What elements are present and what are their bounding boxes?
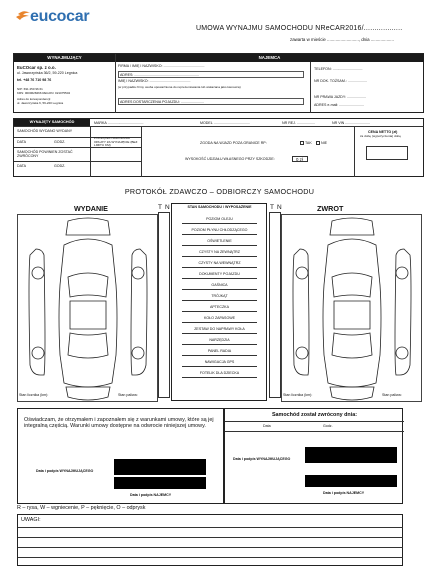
checklist-item: GAŚNICA: [211, 283, 228, 287]
lessee-address-field[interactable]: ADRES: .................................................................: [118, 71, 304, 78]
company-address: ul. Jaworzyńska 36/2, 59-220 Legnica: [17, 71, 78, 75]
checklist-row-divider: [182, 278, 257, 279]
company-mail-label: Adres do korespondencji:: [17, 97, 51, 101]
id-document-field[interactable]: NR DOK. TOŻSAM.: ...................: [314, 79, 367, 83]
checklist-item: CZYSTY NA ZEWNĄTRZ: [199, 250, 240, 254]
checklist-header: STAN SAMOCHODU / WYPOSAŻENIE: [187, 205, 252, 209]
checklist-item: CZYSTY NA WEWNĄTRZ: [198, 261, 241, 265]
release-n-header: N: [165, 204, 170, 211]
vin-field[interactable]: NR VIN .........................: [332, 121, 371, 125]
pickup-label: SAMOCHÓD WYDANO WYDANY: [17, 129, 73, 133]
deductible-value: 0 zł: [296, 156, 303, 162]
checklist-item: PANEL RADIA: [207, 349, 232, 353]
return-car-diagram[interactable]: [281, 214, 422, 402]
checklist-row-divider: [182, 223, 257, 224]
checklist-item: DOKUMENTY POJAZDU: [199, 272, 240, 276]
checklist-item: NAWIGACJA GPS: [204, 360, 235, 364]
checklist-row-divider: [182, 322, 257, 323]
party-section: [13, 53, 424, 113]
checklist-item: POZIOM OLEJU: [206, 217, 233, 221]
return-date-title: Samochód został zwrócony dnia:: [271, 412, 358, 418]
vehicle-section: [13, 118, 424, 177]
checklist-row-divider: [182, 234, 257, 235]
release-lessee-signature[interactable]: [114, 477, 206, 489]
remarks-box[interactable]: [17, 514, 403, 566]
price-sub-label: za dobę (wypożyczenia) dobę: [360, 134, 401, 138]
checklist-item: OŚWIETLENIE: [207, 239, 232, 243]
price-field[interactable]: [366, 146, 408, 160]
vehicle-header: WYNAJĘTY SAMOCHÓD: [14, 119, 90, 126]
border-yes-label: TAK: [305, 141, 312, 145]
company-name: EuCOcar sp. z o.o.: [17, 65, 56, 70]
return-due-label: SAMOCHÓD POWINIEN ZOSTAĆ ZWRÓCONY: [17, 150, 73, 159]
deductible-label: WYSOKOŚĆ UDZIAŁU WŁASNEGO PRZY SZKODZIE:: [185, 157, 275, 161]
return-title: ZWROT: [317, 204, 344, 213]
damage-legend: R – rysa, W – wgniecenie, P – pęknięcie, O – odprysk: [17, 505, 146, 511]
lessee-name-field[interactable]: FIRMA / IMIĘ I NAZWISKO: .........................................: [118, 64, 205, 68]
return-confirm-date-label: Data: [263, 424, 271, 428]
return-fuel-label: Stan paliwa:: [382, 393, 402, 397]
checklist-item: ZESTAW DO NAPRAWY KOŁA: [194, 327, 245, 331]
lessee-header: NAJEMCA: [115, 54, 424, 62]
price-label: CENA NETTO (zł): [368, 130, 398, 134]
car-outline-icon: [282, 215, 423, 403]
pickup-hour-label: GODZ.: [54, 140, 66, 144]
return-lessee-signature[interactable]: [305, 475, 397, 487]
checklist-row-divider: [182, 366, 257, 367]
checklist-row-divider: [182, 377, 257, 378]
release-confirmation: [17, 408, 224, 504]
release-lessor-signature[interactable]: [114, 459, 206, 475]
checklist-row-divider: [182, 289, 257, 290]
protocol-title: PROTOKÓŁ ZDAWCZO – ODBIORCZY SAMOCHODU: [124, 187, 315, 196]
remarks-label: UWAGI:: [21, 517, 41, 523]
pickup-date-label: DATA: [17, 140, 27, 144]
lessee-note: (w przypadku firmy osoba upoważniona do reprezentowania lub wskazana jako kierowca): [118, 85, 241, 89]
checklist-row-divider: [182, 245, 257, 246]
document-title: UMOWA WYNAJMU SAMOCHODU NReCAR2016/..................: [196, 25, 403, 32]
return-lessor-signature[interactable]: [305, 447, 397, 463]
checklist-row-divider: [182, 267, 257, 268]
release-t-header: T: [158, 204, 162, 211]
company-nip: NIP: 691 250 96 61: [17, 87, 43, 91]
checklist-row-divider: [182, 344, 257, 345]
checklist-item: POZIOM PŁYNU CHŁODZĄCEGO: [191, 228, 248, 232]
brand-field[interactable]: MARKA ....................................: [94, 121, 144, 125]
release-lessor-signature-label: Data i podpis WYNAJMUJĄCEGO: [36, 469, 94, 473]
checklist-row-divider: [182, 311, 257, 312]
return-lessee-signature-label: Data i podpis NAJEMCY: [323, 491, 365, 495]
checklist-item: KOŁO ZAPASOWE: [203, 316, 236, 320]
brand-name: eucocar: [30, 8, 90, 25]
return-checkbox-column[interactable]: [269, 212, 281, 398]
checklist-item: APTECZKA: [210, 305, 229, 309]
billing-start-note: POCZĄTEK NALICZANIA OPŁATY ZA WYNAJĘCIE (BEZ LIMITU KM): [94, 136, 138, 148]
checklist-row-divider: [182, 300, 257, 301]
return-hour-label: GODZ.: [54, 164, 66, 168]
release-checkbox-column[interactable]: [158, 212, 170, 398]
return-confirmation: [224, 408, 403, 504]
checklist-item: NARZĘDZIA: [209, 338, 230, 342]
border-no-checkbox[interactable]: [316, 141, 320, 145]
release-fuel-label: Stan paliwa:: [118, 393, 138, 397]
checklist-item: FOTELIK DLA DZIECKA: [199, 371, 240, 375]
model-field[interactable]: MODEL ....................................: [200, 121, 250, 125]
equipment-checklist: [171, 203, 267, 401]
lessee-person-field[interactable]: IMIĘ I NAZWISKO: .........................................: [118, 79, 191, 83]
checklist-row-divider: [182, 333, 257, 334]
release-title: WYDANIE: [74, 204, 108, 213]
border-consent-label: ZGODA NA WJAZD POZA GRANICE RP:: [200, 141, 267, 145]
return-n-header: N: [277, 204, 282, 211]
return-lessor-signature-label: Data i podpis WYNAJMUJĄCEGO: [233, 457, 291, 461]
email-field[interactable]: ADRES e-mail: .........................: [314, 103, 365, 107]
registration-field[interactable]: NR REJ. ..................: [282, 121, 315, 125]
delivery-address-field[interactable]: ADRES DOSTARCZENIA POJAZDU: .......................: [118, 98, 304, 105]
company-phone: tel. +48 76 710 98 76: [17, 78, 52, 82]
return-t-header: T: [270, 204, 274, 211]
lessor-header: WYNAJMUJĄCY: [14, 54, 115, 62]
car-outline-icon: [18, 215, 159, 403]
release-lessee-signature-label: Data i podpis NAJEMCY: [130, 493, 172, 497]
border-no-label: NIE: [321, 141, 327, 145]
company-krs: KRS: 0000628466 REGON: 021075504: [17, 91, 71, 95]
license-field[interactable]: NR PRAWA JAZDY: ...................: [314, 95, 367, 99]
return-confirm-hour-label: Godz.: [323, 424, 333, 428]
return-date-label: DATA: [17, 164, 27, 168]
return-odometer-label: Stan licznika (km):: [283, 393, 313, 397]
company-mail-address: ul. Jaworzyńska 6, 59-220 Legnica: [17, 101, 64, 105]
document-subtitle: zawarta w mieście .........................., dnia ...................: [290, 37, 394, 42]
checklist-row-divider: [182, 355, 257, 356]
release-odometer-label: Stan licznika (km):: [19, 393, 49, 397]
phone-field[interactable]: TELEFON: ..............................: [314, 67, 363, 71]
release-statement: Oświadczam, że otrzymałem i zapoznałem się z warunkami umowy, które są jej integralną częścią. Warunki umowy dostępne na odwrocie niniejszej umowy.: [24, 417, 214, 430]
checklist-item: TRÓJKĄT: [211, 294, 228, 298]
border-yes-checkbox[interactable]: [300, 141, 304, 145]
release-car-diagram[interactable]: [17, 214, 158, 402]
checklist-row-divider: [182, 256, 257, 257]
